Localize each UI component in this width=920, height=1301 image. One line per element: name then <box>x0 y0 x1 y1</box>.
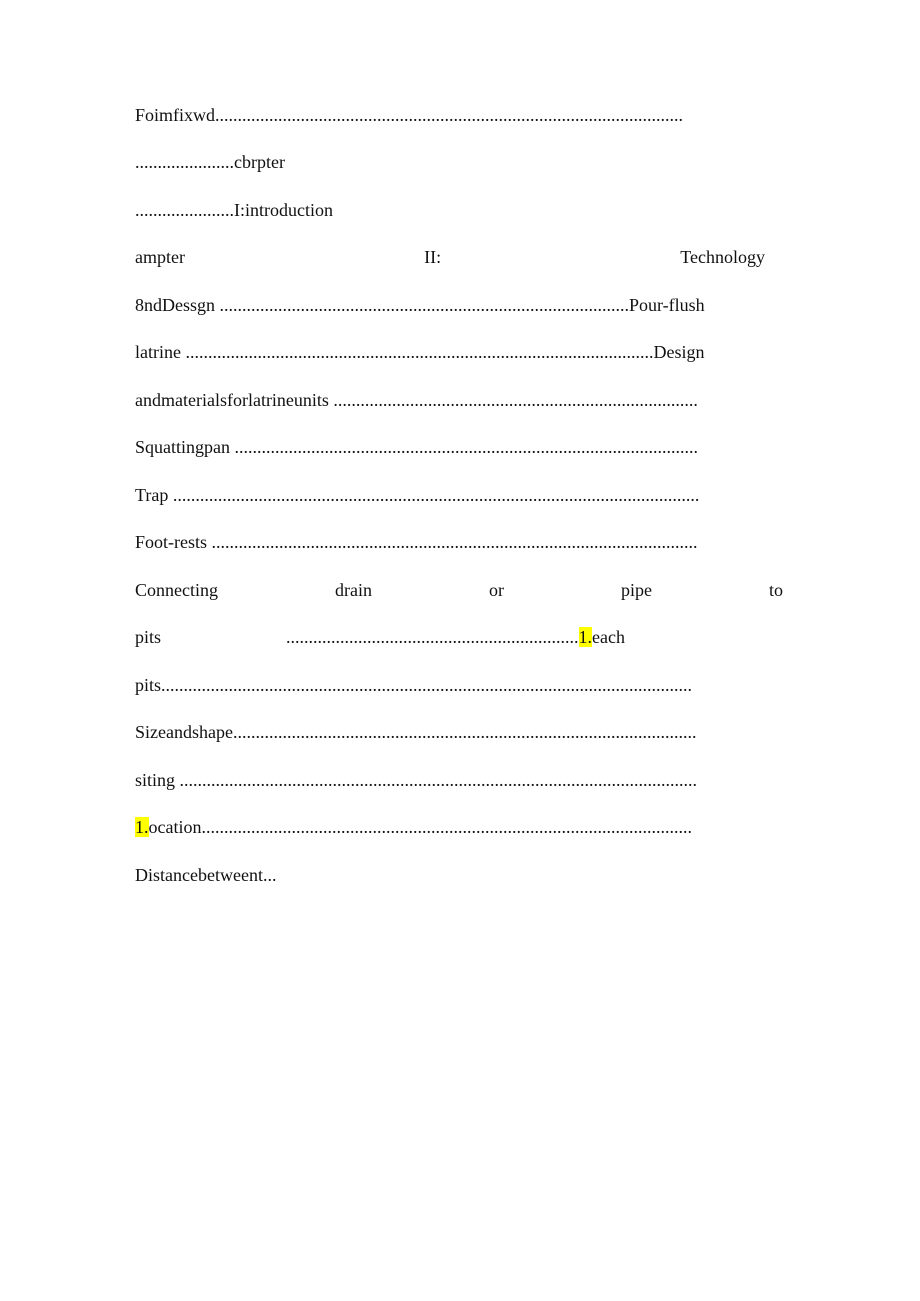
toc-line-foreword: Foimfixwd........................................................................................................ <box>135 105 684 125</box>
toc-word: or <box>488 580 504 600</box>
toc-word: ampter <box>135 247 185 267</box>
toc-line-siting: siting ................................................................................................................... <box>135 770 698 790</box>
toc-line-latrine-design: latrine ........................................................................................................Design <box>135 342 705 362</box>
toc-word: Technology <box>680 247 765 267</box>
toc-line-pits: pits...................................................................................................................... <box>135 675 693 695</box>
toc-word: to <box>768 580 783 600</box>
toc-line-foot-rests: Foot-rests ............................................................................................................ <box>135 532 698 552</box>
toc-suffix: ocation............................................................................................................. <box>148 817 692 837</box>
toc-line-design-pour-flush: 8ndDessgn ...........................................................................................Pour-flush <box>135 295 705 315</box>
toc-line-pits-leach <box>135 626 161 648</box>
toc-line-connecting-drain <box>135 579 783 601</box>
toc-line-size-shape: Sizeandshape....................................................................................................... <box>135 722 697 742</box>
highlighted-text: 1. <box>135 817 149 837</box>
toc-suffix: each <box>592 627 625 647</box>
toc-word: pipe <box>620 580 652 600</box>
toc-line-chapter: ......................cbrpter <box>135 152 285 172</box>
toc-word: II: <box>424 247 442 267</box>
toc-dots: ................................................................. <box>286 627 579 647</box>
toc-line-squatting-pan: Squattingpan ....................................................................................................... <box>135 437 698 457</box>
toc-word: Connecting <box>135 580 218 600</box>
toc-line-trap: Trap ..................................................................................................................... <box>135 485 700 505</box>
toc-prefix: pits <box>135 627 162 647</box>
toc-line-materials: andmaterialsforlatrineunits ................................................................................. <box>135 390 698 410</box>
highlighted-text: 1. <box>578 627 592 647</box>
toc-line-chapter-ii <box>135 246 765 268</box>
toc-line-introduction: ......................I:introduction <box>135 200 333 220</box>
toc-line-distance: Distancebetweent... <box>135 865 277 885</box>
toc-line-pits-leach-tail <box>286 626 625 648</box>
toc-word: drain <box>335 580 372 600</box>
toc-line-location <box>135 816 692 838</box>
